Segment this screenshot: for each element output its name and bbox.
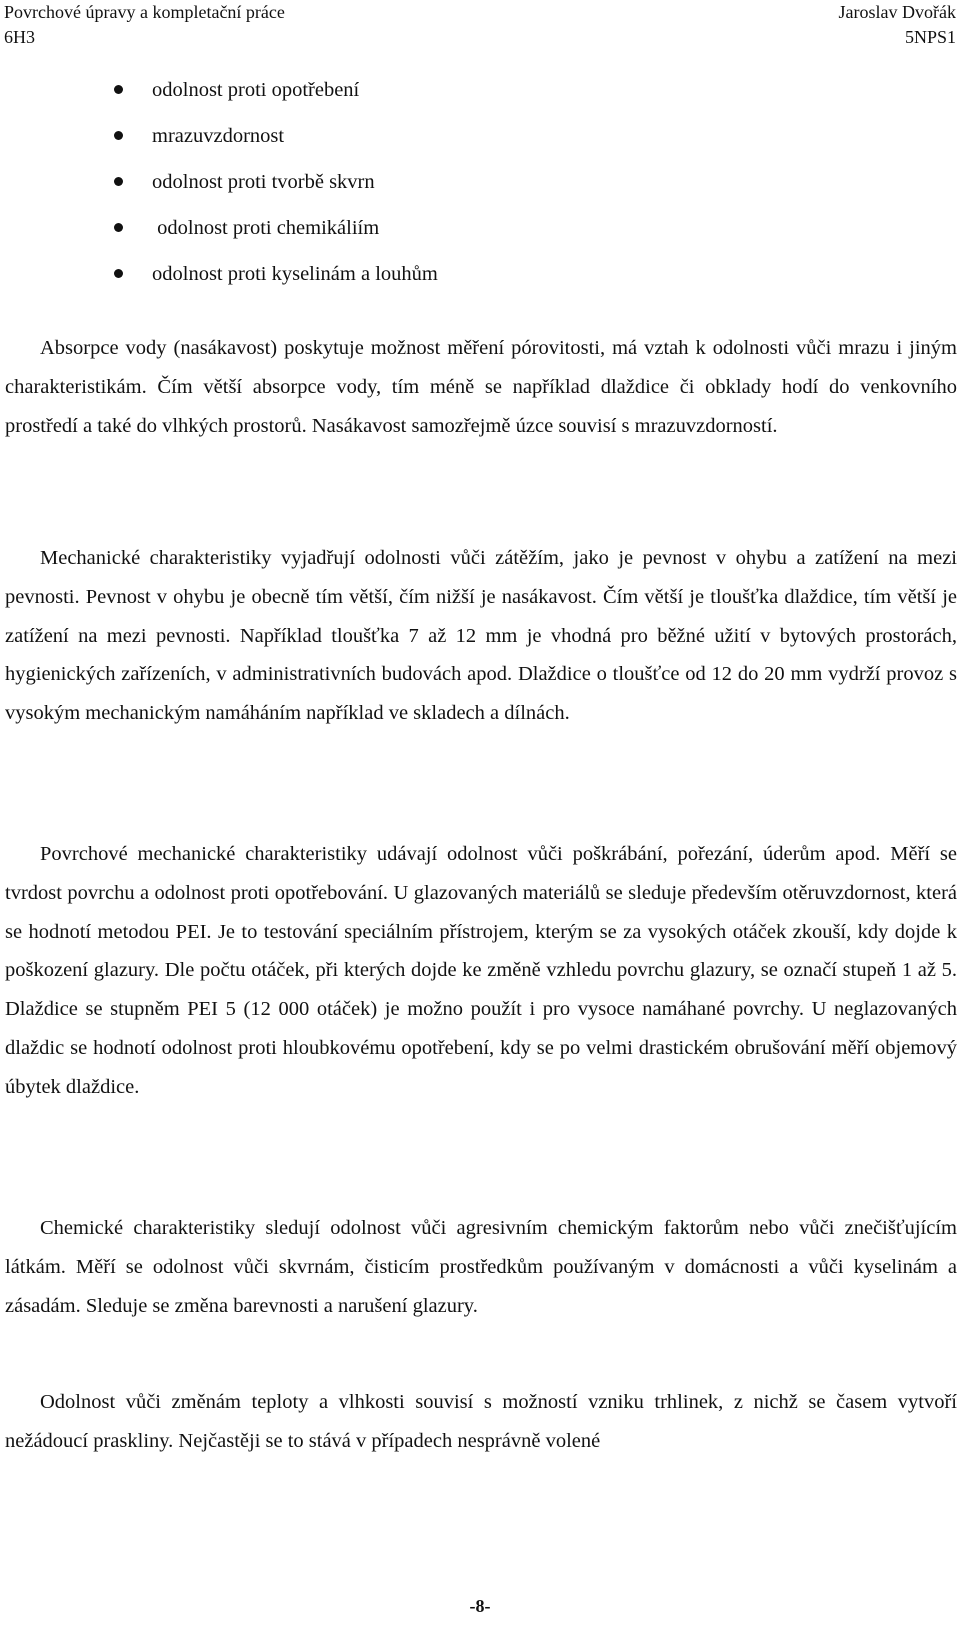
page-number: -8- — [469, 1596, 491, 1616]
author-name: Jaroslav Dvořák — [838, 2, 956, 22]
list-item — [0, 113, 960, 159]
bullet-icon — [114, 269, 123, 278]
list-item — [0, 251, 960, 297]
paragraph-absorption: Absorpce vody (nasákavost) poskytuje možnost měření pórovitosti, má vztah k odolnosti vůči mrazu i jiným charakteristikám. Čím větší absorpce vody, tím méně se například dlaždice či obklady hodí do venkovního prostředí a také do vlhkých prostorů. Nasákavost samozřejmě úzce souvisí s mrazuvzdorností. — [5, 337, 957, 437]
bullet-icon — [114, 223, 123, 232]
paragraph-temperature: Odolnost vůči změnám teploty a vlhkosti souvisí s možností vzniku trhlinek, z nichž se časem vytvoří nežádoucí praskliny. Nejčastěji se to stává v případech nesprávně volené — [5, 1391, 957, 1452]
list-item — [0, 205, 960, 251]
list-item-text: odolnost proti chemikáliím — [152, 217, 380, 239]
list-item — [0, 159, 960, 205]
list-item-text: odolnost proti tvorbě skvrn — [152, 171, 375, 193]
class-code: 5NPS1 — [904, 27, 956, 47]
header-row-bottom — [4, 25, 956, 50]
bullet-icon — [114, 85, 123, 94]
list-item-text: mrazuvzdornost — [152, 125, 285, 147]
list-item-text: odolnost proti opotřebení — [152, 79, 360, 101]
paragraph-surface-mechanical: Povrchové mechanické charakteristiky udávají odolnost vůči poškrábání, pořezání, úderům apod. Měří se tvrdost povrchu a odolnost proti opotřebování. U glazovaných materiálů se sleduje především otěruvzdornost, která se hodnotí metodou PEI. Je to testování speciálním přístrojem, kterým se za vysokých otáček zkouší, kdy dojde k poškození glazury. Dle počtu otáček, při kterých dojde ke změně vzhledu povrchu glazury, se označí stupeň 1 až 5. Dlaždice se stupněm PEI 5 (12 000 otáček) je možno použít i pro vysoce namáhané povrchy. U neglazovaných dlaždic se hodnotí odolnost proti hloubkovému opotřebení, kdy se po velmi drastickém obrušování měří objemový úbytek dlaždice. — [5, 843, 957, 1098]
document-title: Povrchové úpravy a kompletační práce — [4, 2, 285, 22]
list-item-text: odolnost proti kyselinám a louhům — [152, 263, 438, 285]
bullet-icon — [114, 177, 123, 186]
paragraph-mechanical: Mechanické charakteristiky vyjadřují odolnosti vůči zátěžím, jako je pevnost v ohybu a zatížení na mezi pevnosti. Pevnost v ohybu je obecně tím větší, čím nižší je nasákavost. Čím větší je tloušťka dlaždice, tím větší je zatížení na mezi pevnosti. Například tloušťka 7 až 12 mm je vhodná pro běžné užití v bytových prostorách, hygienických zařízeních, v administrativních budovách apod. Dlaždice o tloušťce od 12 do 20 mm vydrží provoz s vysokým mechanickým namáháním například ve skladech a dílnách. — [5, 547, 957, 725]
list-item — [0, 67, 960, 113]
property-bullet-list — [0, 67, 960, 297]
header-row-top — [4, 0, 956, 25]
paragraph-chemical: Chemické charakteristiky sledují odolnost vůči agresivním chemickým faktorům nebo vůči znečišťujícím látkám. Měří se odolnost vůči skvrnám, čisticím prostředkům používaným v domácnosti a vůči kyselinám a zásadám. Sleduje se změna barevnosti a narušení glazury. — [5, 1217, 957, 1317]
page-header — [4, 0, 956, 50]
bullet-icon — [114, 131, 123, 140]
course-code: 6H3 — [4, 27, 35, 47]
